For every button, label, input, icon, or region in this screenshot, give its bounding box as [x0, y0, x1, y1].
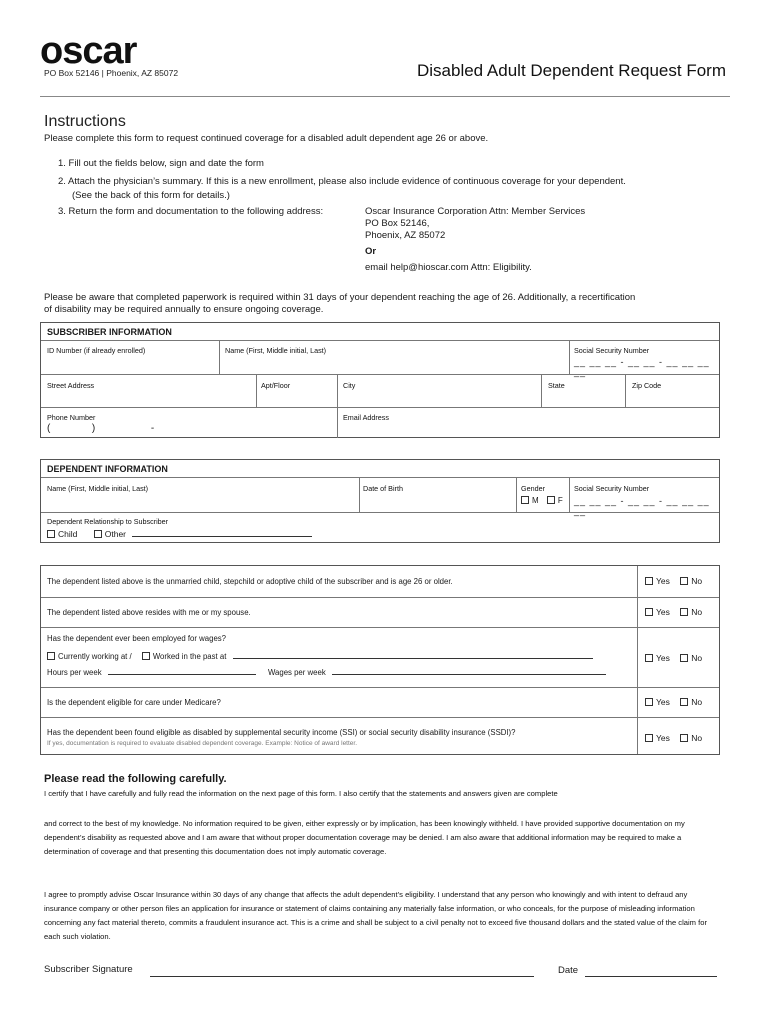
dependent-dob-field[interactable]: Date of Birth	[363, 484, 403, 493]
q3-yes-checkbox[interactable]	[645, 654, 653, 662]
gender-f-checkbox[interactable]	[547, 496, 555, 504]
email-instruction: email help@hioscar.com Attn: Eligibility.	[365, 262, 532, 273]
employment-options	[47, 652, 593, 661]
yes-label: Yes	[656, 607, 670, 617]
mail-line-2: PO Box 52146,	[365, 218, 430, 229]
dependent-info-section	[40, 459, 720, 543]
dependent-ssn-field[interactable]: __ __ __ - __ __ - __ __ __ __	[574, 496, 710, 516]
certify-line-1: I certify that I have carefully and fully read the information on the next page of this form. I also certify that the statements and answers given are complete	[44, 789, 558, 798]
date-input[interactable]	[585, 976, 717, 977]
worked-past-label: Worked in the past at	[152, 652, 227, 661]
wages-label: Wages per week	[267, 668, 326, 677]
currently-working-label: Currently working at /	[58, 652, 132, 661]
q3-no-checkbox[interactable]	[680, 654, 688, 662]
oscar-logo: oscar	[40, 30, 137, 72]
dependent-gender-label: Gender	[521, 484, 545, 493]
form-title: Disabled Adult Dependent Request Form	[416, 61, 726, 80]
q2-yes-no	[645, 607, 702, 617]
question-1: The dependent listed above is the unmarried child, stepchild or adoptive child of the subscriber and is age 26 or older.	[47, 577, 453, 586]
certify-heading: Please read the following carefully.	[44, 773, 227, 785]
instructions-intro: Please complete this form to request continued coverage for a disabled adult dependent age 26 or above.	[44, 133, 489, 144]
signature-label: Subscriber Signature	[44, 964, 133, 975]
date-label: Date	[558, 965, 579, 976]
no-label: No	[691, 733, 703, 743]
question-3: Has the dependent ever been employed for wages?	[47, 634, 227, 643]
question-5: Has the dependent been found eligible as disabled by supplemental security income (SSI) or social security disability insurance (SSDI)?	[47, 728, 516, 737]
mail-line-3: Phoenix, AZ 85072	[365, 230, 446, 241]
subscriber-ssn-label: Social Security Number	[574, 346, 650, 355]
phone-open-paren: (	[47, 423, 51, 434]
other-checkbox[interactable]	[94, 530, 102, 538]
currently-working-checkbox[interactable]	[47, 652, 55, 660]
step-2: 2. Attach the physician’s summary. If this is a new enrollment, please also include evidence of continuous coverage for your dependent.	[58, 176, 626, 187]
phone-dash: -	[150, 423, 155, 434]
subscriber-state-field[interactable]: State	[548, 381, 565, 390]
or-label: Or	[365, 246, 377, 257]
q5-no-checkbox[interactable]	[680, 734, 688, 742]
subscriber-apt-field[interactable]: Apt/Floor	[261, 381, 291, 390]
eligibility-questions	[40, 565, 720, 755]
q2-yes-checkbox[interactable]	[645, 608, 653, 616]
subscriber-city-field[interactable]: City	[343, 381, 356, 390]
relationship-label: Dependent Relationship to Subscriber	[47, 517, 169, 526]
q1-yes-no	[645, 576, 702, 586]
no-label: No	[691, 697, 703, 707]
q4-yes-no	[645, 697, 702, 707]
subscriber-zip-field[interactable]: Zip Code	[632, 381, 662, 390]
other-label: Other	[104, 529, 127, 539]
subscriber-phone-field[interactable]	[47, 423, 154, 434]
yes-label: Yes	[656, 653, 670, 663]
subscriber-section-title: SUBSCRIBER INFORMATION	[47, 327, 172, 337]
signature-input[interactable]	[150, 976, 534, 977]
step-3: 3. Return the form and documentation to the following address:	[58, 206, 324, 217]
subscriber-name-field[interactable]: Name (First, Middle initial, Last)	[225, 346, 327, 355]
subscriber-street-field[interactable]: Street Address	[47, 381, 95, 390]
other-input[interactable]	[132, 536, 312, 537]
step-1: 1. Fill out the fields below, sign and date the form	[58, 158, 264, 169]
wages-input[interactable]	[332, 674, 606, 675]
employer-input[interactable]	[233, 658, 593, 659]
relationship-options	[47, 529, 312, 539]
aware-line-2: of disability may be required annually to ensure ongoing coverage.	[44, 304, 324, 315]
question-2: The dependent listed above resides with me or my spouse.	[47, 608, 251, 617]
gender-m-label: M	[532, 496, 539, 505]
certify-paragraph-2: and correct to the best of my knowledge. No information required to be given, either expressly or by implication, has been knowingly withheld. I have provided supportive documentation on my dependent’s disability as requested above and I am aware that without proper documentation coverage may be denied. I am also aware that additional information may be required to make a determination of coverage and that presenting this documentation does not imply automatic coverage.	[44, 819, 685, 856]
q3-yes-no	[645, 653, 702, 663]
step-2-note: (See the back of this form for details.)	[72, 190, 230, 201]
subscriber-info-section	[40, 322, 720, 438]
subscriber-id-field[interactable]: ID Number (if already enrolled)	[47, 346, 146, 355]
question-5-note: If yes, documentation is required to evaluate disabled dependent coverage. Example: Notice of award letter.	[47, 740, 358, 747]
aware-line-1: Please be aware that completed paperwork is required within 31 days of your dependent reaching the age of 26. Additionally, a recertification	[44, 292, 636, 303]
company-address: PO Box 52146 | Phoenix, AZ 85072	[44, 68, 179, 78]
phone-close-paren: )	[91, 423, 96, 434]
child-checkbox[interactable]	[47, 530, 55, 538]
no-label: No	[691, 607, 703, 617]
mail-line-1: Oscar Insurance Corporation Attn: Member Services	[365, 206, 586, 217]
no-label: No	[691, 653, 703, 663]
gender-options	[521, 496, 563, 505]
hours-label: Hours per week	[47, 668, 102, 677]
subscriber-ssn-field[interactable]: __ __ __ - __ __ - __ __ __ __	[574, 357, 710, 377]
yes-label: Yes	[656, 697, 670, 707]
no-label: No	[691, 576, 703, 586]
yes-label: Yes	[656, 576, 670, 586]
certify-paragraph-3: I agree to promptly advise Oscar Insurance within 30 days of any change that affects the adult dependent’s eligibility. I understand that any person who knowingly and with intent to defraud any insurance company or other person files an application for insurance or statement of claims containing any materially false information, or who conceals, for the purpose of misleading information concerning any fact material thereto, commits a fraudulent insurance act. This is a crime and shall be subject to a civil penalty not to exceed five thousand dollars and the stated value of the claim for each such violation.	[44, 890, 707, 941]
q1-no-checkbox[interactable]	[680, 577, 688, 585]
yes-label: Yes	[656, 733, 670, 743]
gender-f-label: F	[557, 496, 563, 505]
dependent-section-title: DEPENDENT INFORMATION	[47, 464, 168, 474]
dependent-ssn-label: Social Security Number	[574, 484, 650, 493]
worked-past-checkbox[interactable]	[142, 652, 150, 660]
subscriber-email-field[interactable]: Email Address	[343, 413, 389, 422]
question-4: Is the dependent eligible for care under Medicare?	[47, 698, 221, 707]
q5-yes-checkbox[interactable]	[645, 734, 653, 742]
dependent-name-field[interactable]: Name (First, Middle initial, Last)	[47, 484, 149, 493]
q4-no-checkbox[interactable]	[680, 698, 688, 706]
child-label: Child	[58, 529, 78, 539]
instructions-heading: Instructions	[44, 113, 126, 130]
hours-wages-row	[47, 668, 606, 677]
hours-input[interactable]	[108, 674, 256, 675]
gender-m-checkbox[interactable]	[521, 496, 529, 504]
q2-no-checkbox[interactable]	[680, 608, 688, 616]
q5-yes-no	[645, 733, 702, 743]
q1-yes-checkbox[interactable]	[645, 577, 653, 585]
subscriber-phone-label: Phone Number	[47, 413, 96, 422]
header-divider	[40, 96, 730, 97]
q4-yes-checkbox[interactable]	[645, 698, 653, 706]
